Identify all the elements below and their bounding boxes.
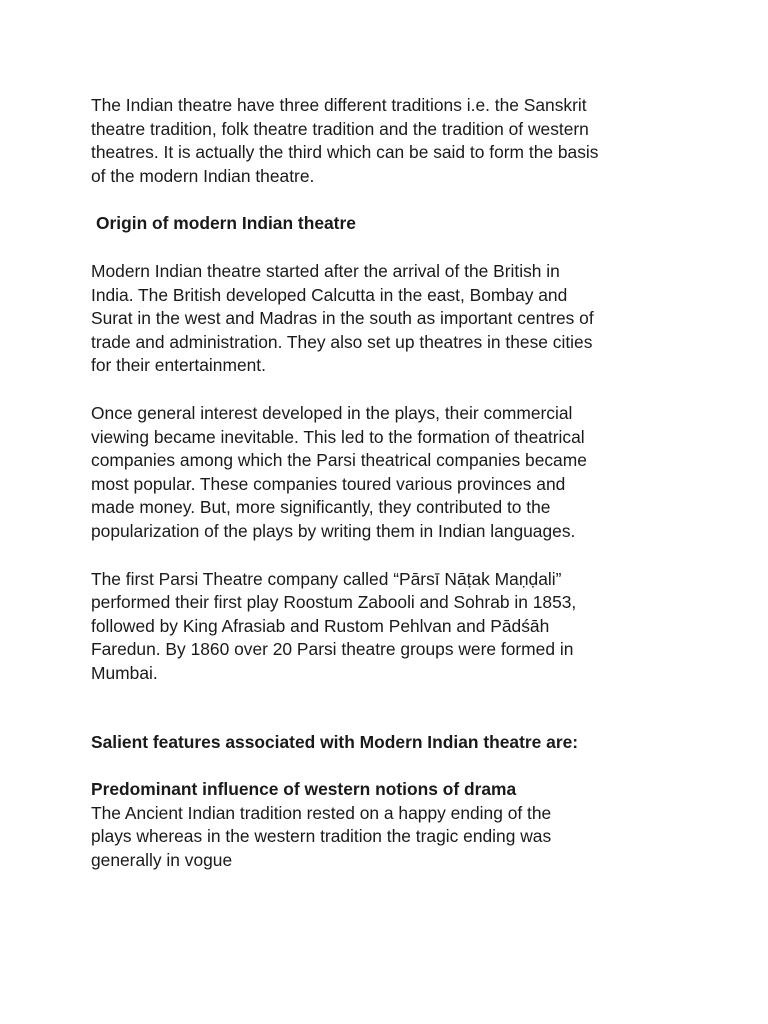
origin-heading: Origin of modern Indian theatre xyxy=(96,213,356,234)
spacer xyxy=(91,236,691,260)
spacer xyxy=(91,378,691,402)
features-heading: Salient features associated with Modern Indian theatre are: xyxy=(91,732,579,753)
spacer xyxy=(91,544,691,568)
influence-heading: Predominant influence of western notions of drama xyxy=(91,779,517,800)
influence-paragraph: The Ancient Indian tradition rested on a happy ending of the plays whereas in the western tradition the tragic ending was generally in vogue xyxy=(91,802,552,870)
origin-paragraph: Modern Indian theatre started after the arrival of the British in India. The British developed Calcutta in the east, Bombay and Surat in the west and Madras in the south as important centres of trade and administration. They also set up theatres in these cities for their entertainment. xyxy=(91,260,594,376)
spacer xyxy=(91,685,691,731)
spacer xyxy=(91,755,691,778)
parsi-paragraph: The first Parsi Theatre company called “Pārsī Nāṭak Maṇḍali” performed their first play Roostum Zabooli and Sohrab in 1853, followed by King Afrasiab and Rustom Pehlvan and Pādśāh Faredun. By 1860 over 20 Parsi theatre groups were formed in Mumbai. xyxy=(91,568,577,683)
document-page xyxy=(91,94,691,872)
intro-paragraph: The Indian theatre have three different traditions i.e. the Sanskrit theatre tradition, folk theatre tradition and the tradition of western theatres. It is actually the third which can be said to form the basis of the modern Indian theatre. xyxy=(91,95,599,186)
commercial-paragraph: Once general interest developed in the plays, their commercial viewing became inevitable. This led to the formation of theatrical companies among which the Parsi theatrical companies became most popular. These companies toured various provinces and made money. But, more significantly, they contributed to the popularization of the plays by writing them in Indian languages. xyxy=(91,402,587,541)
spacer xyxy=(91,188,691,212)
